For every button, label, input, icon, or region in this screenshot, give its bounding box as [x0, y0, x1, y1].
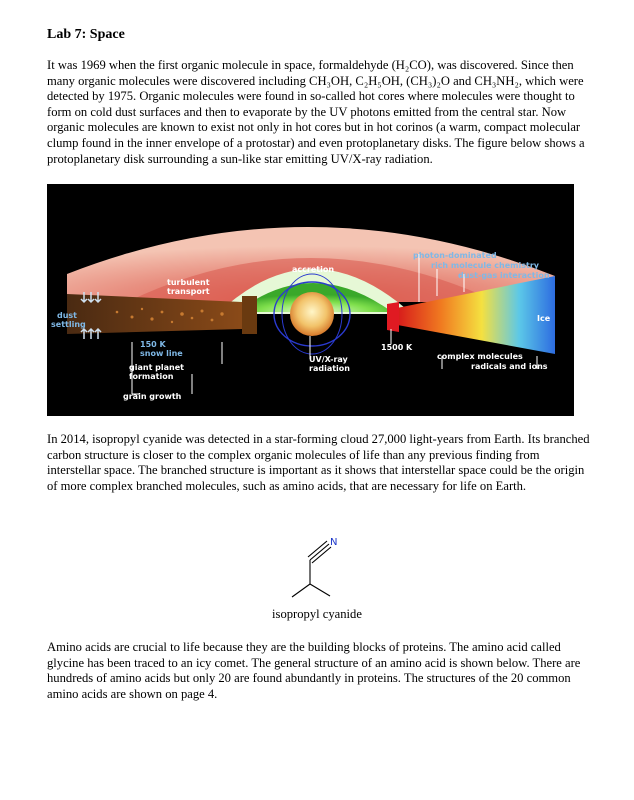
label-accretion: accretion [292, 265, 335, 274]
page-heading: Lab 7: Space [47, 27, 125, 42]
label-ice: Ice [537, 314, 551, 323]
label-dust-gas: dust-gas interaction [458, 271, 550, 280]
label-rich-chemistry: rich molecule chemistry [431, 261, 539, 270]
label-turbulent: turbulent [167, 278, 210, 287]
amino-acid-paragraph: Amino acids are crucial to life because they are the building blocks of proteins. The amino acid called glycine has been traced to an icy comet. The general structure of an amino acid is shown below. There are hundreds of amino acids but only 20 are found abundantly in proteins. The structures of the 20 common amino acids are shown on page 4. [47, 640, 581, 701]
label-formation: formation [129, 372, 174, 381]
label-transport: transport [167, 287, 210, 296]
label-uv-xray: UV/X-ray [309, 355, 348, 364]
label-dust: dust [57, 311, 78, 320]
label-grain-growth: grain growth [123, 392, 182, 401]
disk-illustration [47, 184, 574, 416]
label-150k: 150 K [140, 340, 166, 349]
central-star [290, 292, 334, 336]
label-radiation: radiation [309, 364, 350, 373]
protoplanetary-disk-figure [47, 184, 574, 416]
label-snow-line: snow line [140, 349, 183, 358]
label-settling: settling [51, 320, 86, 329]
intro-paragraph: It was 1969 when the first organic molecule in space, formaldehyde (H₂CO), was discovered. Since then many organic molecules were discovered including CH₃OH, C₂H₅OH, (CH₃)₂O and CH₃NH₂, which were detected by 1975. Organic molecules were found in so-called hot cores where molecules were thought to form on cold dust surfaces and then to evaporate by the UV photons emitted from the central star. Now organic molecules are known to exist not only in hot cores but in hot corinos (a warm, compact molecular clump found in the inner envelope of a protostar) and even protoplanetary disks. The figure below shows a protoplanetary disk surrounding a sun-like star emitting UV/X-ray radiation. [47, 58, 585, 166]
label-radicals-ions: radicals and ions [471, 362, 548, 371]
label-complex-molecules: complex molecules [437, 352, 523, 361]
label-1500k: 1500 K [381, 343, 413, 352]
nitrogen-label: N [330, 537, 338, 548]
molecule-caption: isopropyl cyanide [272, 607, 362, 621]
label-photon-dominated: photon-dominated [413, 251, 497, 260]
isopropyl-paragraph: In 2014, isopropyl cyanide was detected in a star-forming cloud 27,000 light-years from Earth. Its branched carbon structure is closer to the complex organic molecules of life than any previous finding from interstellar space. The branched structure is important as it shows that interstellar space could be the origin of more complex branched molecules, such as amino acids, that are necessary for life on Earth. [47, 432, 590, 493]
label-giant-planet: giant planet [129, 363, 184, 372]
isopropyl-cyanide-structure [283, 530, 353, 602]
